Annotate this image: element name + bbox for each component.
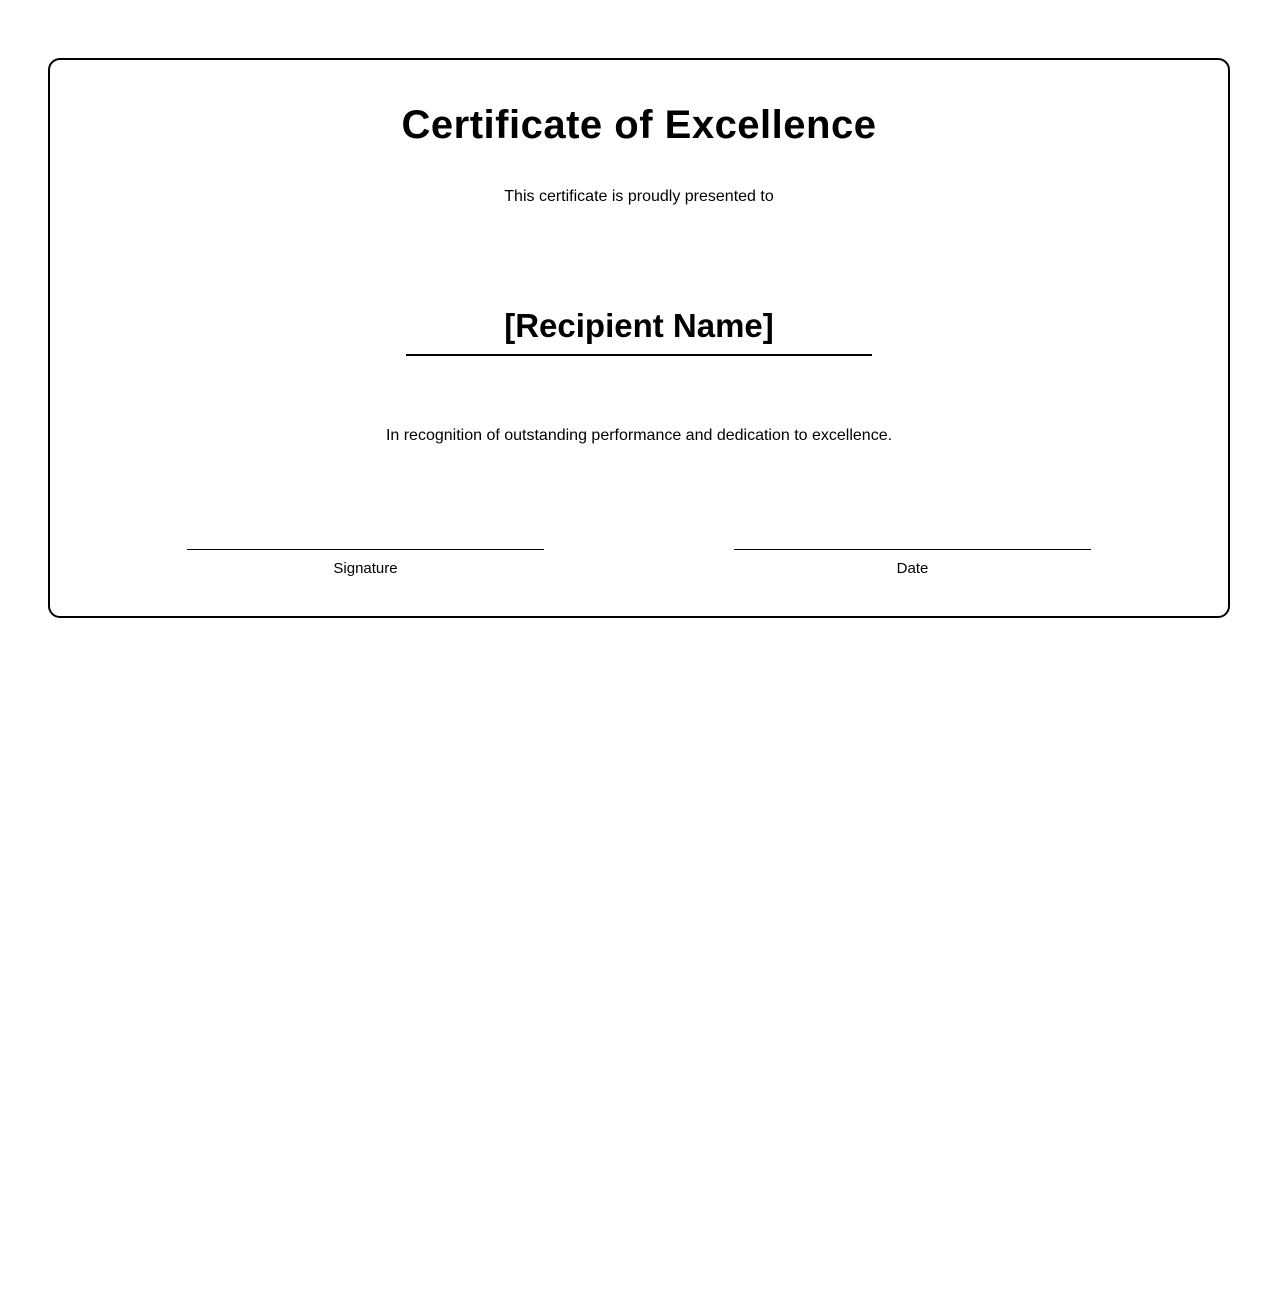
certificate-body-text: In recognition of outstanding performance and dedication to excellence. xyxy=(385,427,893,444)
date-line xyxy=(734,549,1091,578)
recipient-name: [Recipient Name] xyxy=(406,307,872,356)
certificate-subtitle: This certificate is proudly presented to xyxy=(504,188,774,205)
certificate-card xyxy=(48,58,1230,618)
certificate-title: Certificate of Excellence xyxy=(401,103,877,147)
signature-label: Signature xyxy=(333,560,398,577)
signature-row xyxy=(50,549,1228,578)
date-label: Date xyxy=(896,560,929,577)
recipient-section xyxy=(90,307,1188,356)
signature-line xyxy=(187,549,544,578)
